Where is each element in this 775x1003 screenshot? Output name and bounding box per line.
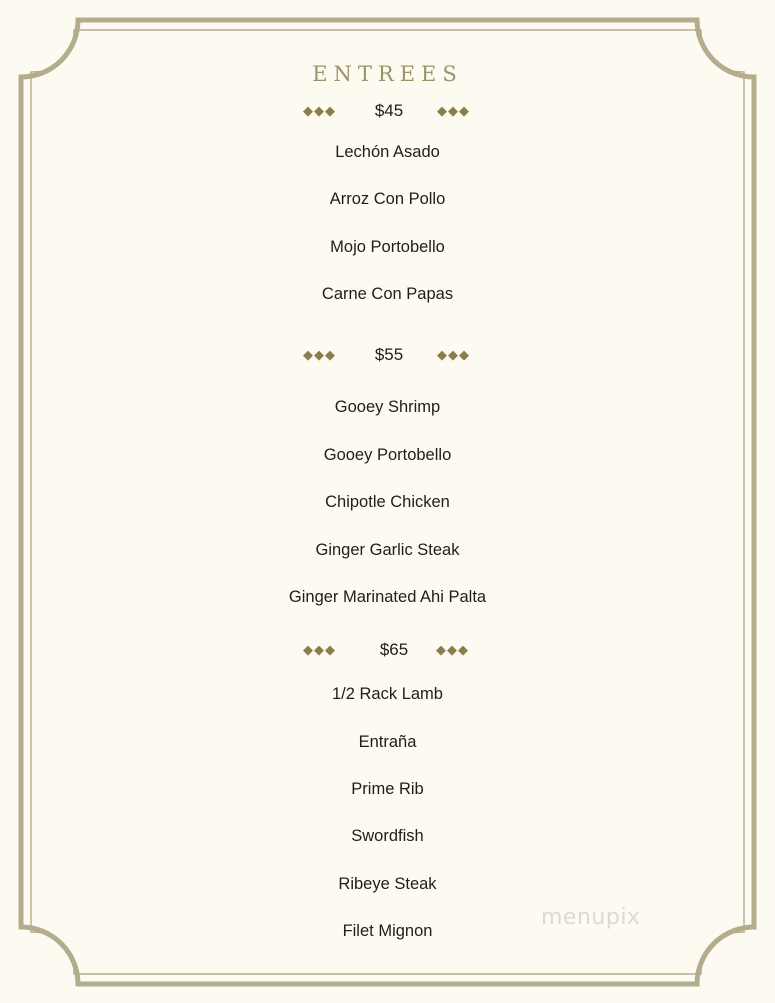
menu-item: Ribeye Steak — [338, 875, 437, 893]
menu-item: Lechón Asado — [335, 143, 440, 161]
menu-item: Ginger Garlic Steak — [315, 541, 460, 559]
diamond-ornament-left: ◆◆◆ — [303, 347, 336, 362]
menu-item: Arroz Con Pollo — [329, 190, 446, 208]
page-title: ENTREES — [312, 62, 463, 86]
menu-item: 1/2 Rack Lamb — [332, 685, 443, 703]
menu-item: Mojo Portobello — [330, 238, 445, 256]
price-header-65 — [0, 637, 775, 663]
menu-item: Swordfish — [351, 827, 424, 845]
diamond-ornament-left: ◆◆◆ — [303, 103, 336, 118]
menu-item: Ginger Marinated Ahi Palta — [288, 588, 487, 606]
diamond-ornament-right: ◆◆◆ — [436, 642, 469, 657]
price-header-45 — [0, 98, 775, 124]
watermark-logo: menupix — [541, 905, 641, 930]
diamond-ornament-right: ◆◆◆ — [437, 103, 470, 118]
diamond-ornament-right: ◆◆◆ — [437, 347, 470, 362]
price-header-55 — [0, 342, 775, 368]
menu-item: Carne Con Papas — [321, 285, 454, 303]
menu-item: Filet Mignon — [342, 922, 433, 940]
diamond-ornament-left: ◆◆◆ — [303, 642, 336, 657]
menu-item: Entraña — [358, 733, 417, 751]
menu-item: Prime Rib — [351, 780, 424, 798]
section-price: $45 — [374, 101, 404, 120]
section-price: $55 — [374, 345, 404, 364]
menu-item: Gooey Shrimp — [334, 398, 441, 416]
menu-item: Gooey Portobello — [323, 446, 452, 464]
section-price: $65 — [379, 640, 409, 659]
menu-item: Chipotle Chicken — [325, 493, 450, 511]
